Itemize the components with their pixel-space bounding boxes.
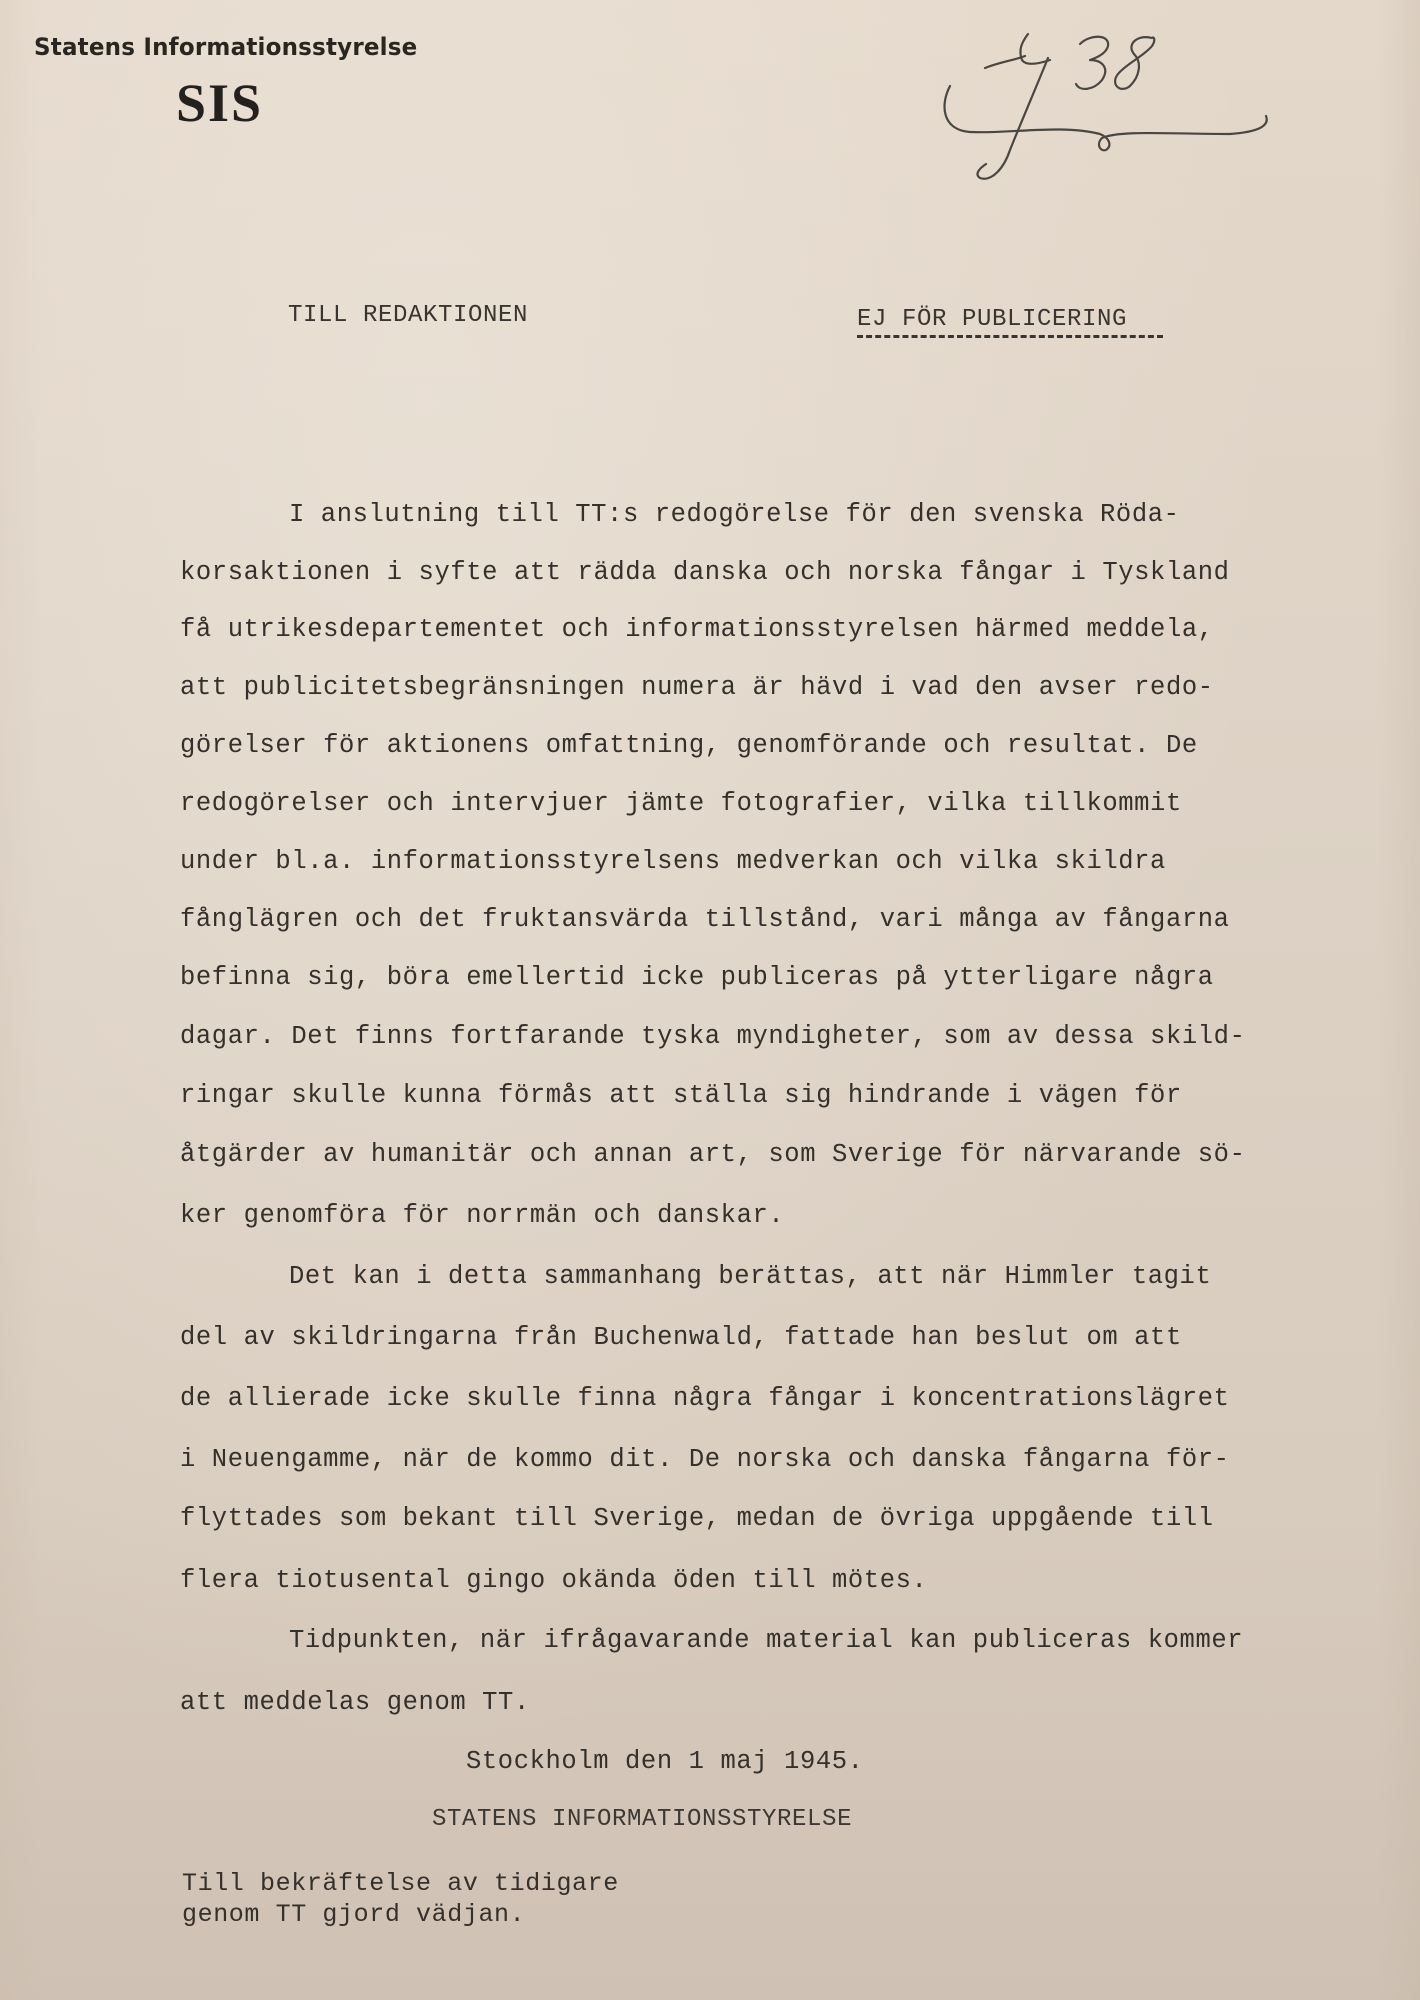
letterhead-organization: Statens Informationsstyrelse <box>34 34 418 62</box>
body-line: under bl.a. informationsstyrelsens medverkan och vilka skildra <box>180 847 1166 876</box>
signatory: STATENS INFORMATIONSSTYRELSE <box>432 1806 853 1833</box>
body-line: Det kan i detta sammanhang berättas, att när Himmler tagit <box>289 1262 1212 1291</box>
body-line: de allierade icke skulle finna några fångar i koncentrationslägret <box>180 1384 1230 1413</box>
body-line: del av skildringarna från Buchenwald, fattade han beslut om att <box>180 1323 1182 1352</box>
body-line: görelser för aktionens omfattning, genomförande och resultat. De <box>180 731 1198 760</box>
body-line: redogörelser och intervjuer jämte fotografier, vilka tillkommit <box>180 789 1182 818</box>
restriction-heading: EJ FÖR PUBLICERING <box>857 306 1128 333</box>
body-line: att meddelas genom TT. <box>180 1688 530 1717</box>
place-date: Stockholm den 1 maj 1945. <box>466 1747 864 1776</box>
body-line: flyttades som bekant till Sverige, medan de övriga uppgående till <box>180 1504 1214 1533</box>
footnote-line-1: Till bekräftelse av tidigare <box>182 1869 619 1898</box>
body-line: i Neuengamme, när de kommo dit. De norska och danska fångarna för- <box>180 1445 1230 1474</box>
footnote-line-2: genom TT gjord vädjan. <box>182 1900 526 1929</box>
restriction-underline <box>857 335 1163 338</box>
body-line: ker genomföra för norrmän och danskar. <box>180 1201 785 1230</box>
body-line: fånglägren och det fruktansvärda tillstånd, vari många av fångarna <box>180 905 1230 934</box>
body-line: få utrikesdepartementet och informationsstyrelsen härmed meddela, <box>180 615 1214 644</box>
body-line: ringar skulle kunna förmås att ställa sig hindrande i vägen för <box>180 1081 1182 1110</box>
letterhead-abbreviation: SIS <box>176 73 264 133</box>
body-line: dagar. Det finns fortfarande tyska myndigheter, som av dessa skild- <box>180 1022 1246 1051</box>
body-line: befinna sig, böra emellertid icke publiceras på ytterligare några <box>180 963 1214 992</box>
body-line: åtgärder av humanitär och annan art, som Sverige för närvarande sö- <box>180 1140 1246 1169</box>
body-line: Tidpunkten, när ifrågavarande material kan publiceras kommer <box>289 1626 1244 1655</box>
body-line: korsaktionen i syfte att rädda danska och norska fångar i Tyskland <box>180 558 1230 587</box>
body-line: att publicitetsbegränsningen numera är hävd i vad den avser redo- <box>180 673 1214 702</box>
handwritten-annotation-icon <box>930 20 1290 190</box>
body-line: I anslutning till TT:s redogörelse för den svenska Röda- <box>289 500 1180 529</box>
body-line: flera tiotusental gingo okända öden till mötes. <box>180 1566 928 1595</box>
recipient-heading: TILL REDAKTIONEN <box>288 302 529 329</box>
